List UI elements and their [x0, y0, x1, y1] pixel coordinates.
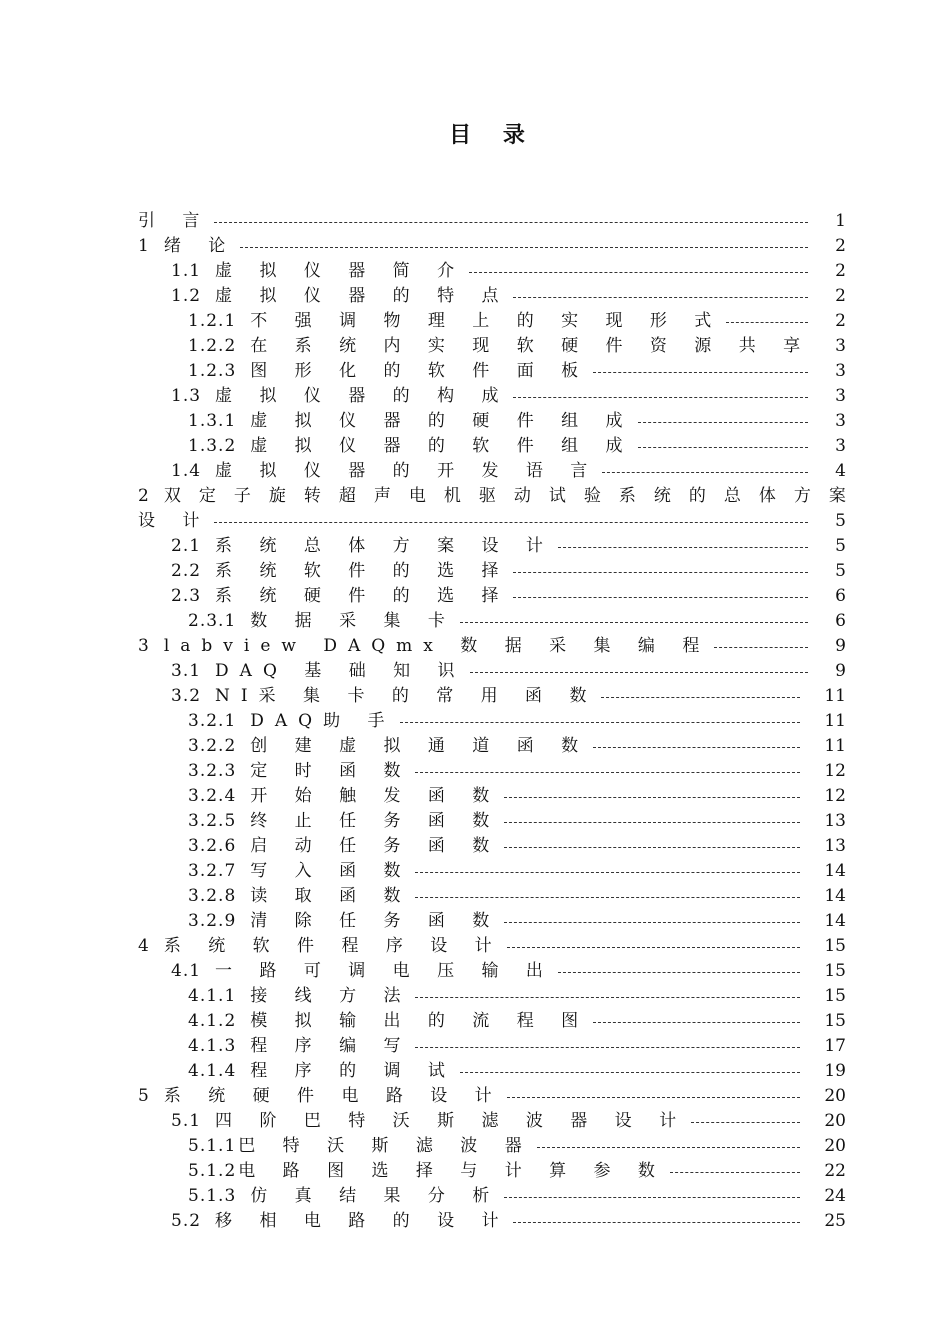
toc-entry-page: 5: [835, 536, 846, 556]
toc-entry-number: 4: [138, 936, 150, 956]
toc-entry-text: 移 相 电 路 的 设 计: [215, 1211, 510, 1231]
toc-title-char: 体: [758, 486, 776, 506]
toc-entry-page: 11: [824, 736, 846, 756]
toc-leader: [240, 247, 808, 248]
toc-entry-text: 定 时 函 数: [250, 761, 412, 781]
toc-entry[interactable]: [138, 1209, 846, 1234]
toc-title-char: 驱: [478, 486, 496, 506]
toc-entry-number: 1.2.2: [188, 336, 237, 356]
toc-title-char: 声: [373, 486, 391, 506]
toc-leader: [214, 222, 808, 223]
toc-entry-text: 清 除 任 务 函 数: [250, 911, 501, 931]
toc-entry-text: 读 取 函 数: [250, 886, 412, 906]
toc-entry-number: 1: [138, 236, 150, 256]
toc-entry-text: 程 序 编 写: [250, 1036, 412, 1056]
toc-entry-page: 1: [835, 211, 846, 231]
toc-entry[interactable]: [138, 584, 846, 609]
toc-entry-number: 1.2.1: [188, 311, 237, 331]
toc-entry-number: 2.1: [171, 536, 202, 556]
toc-entry-page: 2: [835, 311, 846, 331]
toc-entry[interactable]: [138, 609, 846, 634]
toc-entry-number: 1.4: [171, 461, 202, 481]
toc-entry-text: 终 止 任 务 函 数: [250, 811, 501, 831]
toc-leader: [507, 947, 800, 948]
toc-entry-number: 2.3: [171, 586, 202, 606]
toc-title-char: 系: [618, 486, 636, 506]
toc-entry[interactable]: [138, 1184, 846, 1209]
toc-entry-page: 2: [835, 236, 846, 256]
toc-leader: [513, 1222, 800, 1223]
toc-entry[interactable]: [138, 384, 846, 409]
toc-leader: [513, 397, 808, 398]
toc-entry-number: 3.2: [171, 686, 202, 706]
toc-entry-text: 绪 论: [163, 236, 237, 256]
toc-entry[interactable]: [138, 259, 846, 284]
toc-entry-page: 9: [835, 636, 846, 656]
toc-entry-number: 2.3.1: [188, 611, 237, 631]
toc-leader: [415, 1047, 800, 1048]
toc-entry[interactable]: [138, 209, 846, 234]
toc-leader: [714, 647, 808, 648]
toc-entry[interactable]: [138, 1109, 846, 1134]
toc-entry-text: 引 言: [138, 211, 211, 231]
toc-entry-number: 3.2.5: [188, 811, 237, 831]
toc-entry[interactable]: [138, 684, 846, 709]
toc-entry-number: 2: [138, 486, 150, 506]
toc-leader: [558, 547, 808, 548]
toc-entry-text: 启 动 任 务 函 数: [250, 836, 501, 856]
toc-entry[interactable]: [138, 1084, 846, 1109]
toc-title: 目 录: [449, 123, 537, 148]
toc-entry-number: 4.1.1: [188, 986, 237, 1006]
toc-leader: [593, 1022, 800, 1023]
toc-entry-number: 3.2.6: [188, 836, 237, 856]
toc-entry[interactable]: [138, 284, 846, 309]
toc-entry-text: 系 统 软 件 程 序 设 计: [163, 936, 503, 956]
toc-entry-text: 系 统 硬 件 的 选 择: [215, 586, 510, 606]
toc-entry[interactable]: [138, 1159, 846, 1184]
toc-entry-text: 一 路 可 调 电 压 输 出: [215, 961, 554, 981]
toc-entry-number: 3.2.7: [188, 861, 237, 881]
toc-leader: [558, 972, 800, 973]
toc-entry-text: 虚 拟 仪 器 的 开 发 语 言: [215, 461, 599, 481]
toc-entry[interactable]: [138, 859, 846, 884]
toc-title-char: 的: [688, 486, 706, 506]
toc-entry-page: 5: [835, 511, 846, 531]
toc-entry-text: 程 序 的 调 试: [250, 1061, 456, 1081]
toc-title-char: 旋: [268, 486, 286, 506]
toc-entry-number: 1.3.1: [188, 411, 237, 431]
toc-entry-number: 2.2: [171, 561, 202, 581]
toc-entry-text: 图 形 化 的 软 件 面 板: [250, 361, 590, 381]
toc-entry-number: 3.2.4: [188, 786, 237, 806]
toc-entry[interactable]: [138, 909, 846, 934]
toc-leader: [504, 797, 800, 798]
toc-entry-page: 11: [824, 686, 846, 706]
toc-entry-number: 5: [138, 1086, 150, 1106]
toc-entry-page: 20: [824, 1111, 846, 1131]
toc-entry-page: 3: [835, 361, 846, 381]
toc-entry-text: 四 阶 巴 特 沃 斯 滤 波 器 设 计: [215, 1111, 688, 1131]
toc-entry-text: 接 线 方 法: [250, 986, 412, 1006]
toc-leader: [470, 672, 808, 673]
toc-entry[interactable]: [138, 459, 846, 484]
toc-title-char: 动: [513, 486, 531, 506]
toc-entry-page: 6: [835, 586, 846, 606]
toc-entry[interactable]: [138, 234, 846, 259]
toc-leader: [593, 747, 800, 748]
toc-entry-number: 3.2.9: [188, 911, 237, 931]
toc-entry[interactable]: [138, 409, 846, 434]
toc-leader: [504, 922, 800, 923]
toc-entry-page: 20: [824, 1086, 846, 1106]
toc-leader: [602, 472, 808, 473]
toc-entry-number: 3: [138, 636, 150, 656]
toc-entry-number: 1.3: [171, 386, 202, 406]
toc-entry-number: 3.2.3: [188, 761, 237, 781]
toc-entry-text: 系 统 硬 件 电 路 设 计: [163, 1086, 503, 1106]
toc-entry-page: 15: [824, 1011, 846, 1031]
toc-leader: [460, 1072, 800, 1073]
toc-title-char: 方: [793, 486, 811, 506]
toc-entry-page: 25: [824, 1211, 846, 1231]
toc-leader: [400, 722, 800, 723]
toc-entry-page: 22: [824, 1161, 846, 1181]
toc-entry-number: 5.2: [171, 1211, 202, 1231]
toc-leader: [507, 1097, 800, 1098]
toc-entry[interactable]: [138, 484, 846, 509]
toc-entry-number: 4.1.4: [188, 1061, 237, 1081]
toc-entry[interactable]: [138, 434, 846, 459]
toc-leader: [415, 897, 800, 898]
toc-leader: [513, 597, 808, 598]
toc-entry-number: 1.2.3: [188, 361, 237, 381]
toc-entry[interactable]: [138, 359, 846, 384]
toc-entry-text: [164, 484, 846, 509]
toc-leader: [638, 447, 809, 448]
toc-entry-page: 14: [824, 861, 846, 881]
toc-entry-text: 虚 拟 仪 器 的 特 点: [215, 286, 510, 306]
toc-entry-text: 设 计: [138, 511, 211, 531]
toc-entry-page: 11: [824, 711, 846, 731]
toc-entry-page: 20: [824, 1136, 846, 1156]
toc-title-char: 转: [303, 486, 321, 506]
toc-entry-continuation[interactable]: [138, 509, 846, 534]
toc-entry[interactable]: [138, 809, 846, 834]
toc-leader: [469, 272, 808, 273]
toc-title-char: 子: [233, 486, 251, 506]
toc-entry-page: 15: [824, 936, 846, 956]
toc-leader: [214, 522, 808, 523]
toc-entry[interactable]: [138, 709, 846, 734]
toc-entry-number: 1.2: [171, 286, 202, 306]
toc-entry[interactable]: [138, 834, 846, 859]
toc-entry-page: 3: [835, 386, 846, 406]
toc-entry-page: 12: [824, 761, 846, 781]
toc-entry-text: 虚 拟 仪 器 的 软 件 组 成: [250, 436, 634, 456]
toc-leader: [601, 697, 800, 698]
toc-entry[interactable]: [138, 784, 846, 809]
toc-entry-page: 2: [835, 261, 846, 281]
toc-leader: [415, 772, 800, 773]
toc-entry-text: 虚 拟 仪 器 的 构 成: [215, 386, 510, 406]
toc-entry-number: 3.1: [171, 661, 202, 681]
toc-leader: [537, 1147, 800, 1148]
toc-entry[interactable]: [138, 559, 846, 584]
toc-entry-number: 3.2.1: [188, 711, 237, 731]
toc-entry-page: 14: [824, 886, 846, 906]
toc-entry-number: 5.1.1: [188, 1136, 237, 1156]
toc-leader: [513, 297, 808, 298]
toc-entry-text: 仿 真 结 果 分 析: [250, 1186, 501, 1206]
toc-entry-text: 电 路 图 选 择 与 计 算 参 数: [238, 1161, 666, 1181]
toc-title-char: 机: [443, 486, 461, 506]
toc-entry-text: DAQ助 手: [250, 711, 396, 731]
toc-entry-text: 模 拟 输 出 的 流 程 图: [250, 1011, 590, 1031]
toc-title-char: 定: [198, 486, 216, 506]
toc-leader: [460, 622, 808, 623]
toc-title-char: 双: [163, 486, 181, 506]
toc-entry[interactable]: [138, 959, 846, 984]
toc-entry[interactable]: [138, 1009, 846, 1034]
toc-entry-text: 创 建 虚 拟 通 道 函 数: [250, 736, 590, 756]
toc-entry[interactable]: [138, 659, 846, 684]
toc-entry-number: 5.1: [171, 1111, 202, 1131]
toc-entry-text: 数 据 采 集 卡: [250, 611, 456, 631]
toc-entry-page: 15: [824, 961, 846, 981]
toc-entry-page: 2: [835, 286, 846, 306]
toc-entry-text: DAQ 基 础 知 识: [215, 661, 466, 681]
toc-title-char: 超: [338, 486, 356, 506]
toc-title-char: 试: [548, 486, 566, 506]
toc-entry-page: 3: [835, 336, 846, 356]
toc-title-char: 案: [828, 486, 846, 506]
toc-entry-page: 14: [824, 911, 846, 931]
toc-entry[interactable]: [138, 759, 846, 784]
toc-leader: [415, 997, 800, 998]
toc-entry[interactable]: [138, 1034, 846, 1059]
toc-entry-text: 虚 拟 仪 器 的 硬 件 组 成: [250, 411, 634, 431]
toc-entry[interactable]: [138, 534, 846, 559]
toc-entry[interactable]: [138, 309, 846, 334]
toc-entry-page: 19: [824, 1061, 846, 1081]
toc-leader: [504, 847, 800, 848]
toc-entry-number: 5.1.3: [188, 1186, 237, 1206]
toc-leader: [504, 1197, 800, 1198]
toc-entry-page: 3: [835, 411, 846, 431]
toc-entry-page: 5: [835, 561, 846, 581]
toc-entry-number: 4.1: [171, 961, 202, 981]
toc-leader: [504, 822, 800, 823]
toc-entry-page: 17: [824, 1036, 846, 1056]
toc-entry-page: 13: [824, 836, 846, 856]
toc-leader: [691, 1122, 800, 1123]
toc-title-char: 验: [583, 486, 601, 506]
toc-entry-text: 系 统 软 件 的 选 择: [215, 561, 510, 581]
toc-entry-page: 12: [824, 786, 846, 806]
toc-leader: [638, 422, 809, 423]
toc-entry-page: 24: [824, 1186, 846, 1206]
toc-entry-number: 1.1: [171, 261, 202, 281]
toc-entry[interactable]: [138, 734, 846, 759]
toc-leader: [593, 372, 808, 373]
toc-entry-text: 在 系 统 内 实 现 软 硬 件 资 源 共 享: [250, 336, 812, 356]
toc-entry-number: 3.2.2: [188, 736, 237, 756]
toc-entry[interactable]: [138, 334, 846, 359]
toc-title-char: 总: [723, 486, 741, 506]
toc-entry-page: 15: [824, 986, 846, 1006]
toc-entry-text: 写 入 函 数: [250, 861, 412, 881]
toc-entry-page: 4: [835, 461, 846, 481]
toc-entry[interactable]: [138, 1134, 846, 1159]
toc-entry-text: NI采 集 卡 的 常 用 函 数: [215, 686, 598, 706]
toc-entry[interactable]: [138, 934, 846, 959]
toc-entry-page: 3: [835, 436, 846, 456]
table-of-contents: [138, 209, 846, 1234]
toc-entry-text: 开 始 触 发 函 数: [250, 786, 501, 806]
toc-entry-text: 系 统 总 体 方 案 设 计: [215, 536, 554, 556]
toc-entry[interactable]: [138, 634, 846, 659]
toc-title-char: 统: [653, 486, 671, 506]
toc-entry-text: 不 强 调 物 理 上 的 实 现 形 式: [250, 311, 723, 331]
toc-entry-page: 9: [835, 661, 846, 681]
toc-entry-number: 3.2.8: [188, 886, 237, 906]
toc-title-char: 电: [408, 486, 426, 506]
toc-entry[interactable]: [138, 884, 846, 909]
toc-leader: [513, 572, 808, 573]
toc-entry[interactable]: [138, 984, 846, 1009]
toc-entry-text: 虚 拟 仪 器 简 介: [215, 261, 466, 281]
toc-entry-number: 5.1.2: [188, 1161, 237, 1181]
toc-leader: [670, 1172, 800, 1173]
toc-entry-number: 1.3.2: [188, 436, 237, 456]
toc-entry-number: 4.1.3: [188, 1036, 237, 1056]
toc-entry-text: 巴 特 沃 斯 滤 波 器: [238, 1136, 533, 1156]
toc-entry-page: 13: [824, 811, 846, 831]
toc-entry-page: 6: [835, 611, 846, 631]
toc-entry[interactable]: [138, 1059, 846, 1084]
toc-entry-text: labview DAQmx 数 据 采 集 编 程: [163, 636, 711, 656]
toc-leader: [415, 872, 800, 873]
toc-leader: [726, 322, 808, 323]
toc-entry-number: 4.1.2: [188, 1011, 237, 1031]
